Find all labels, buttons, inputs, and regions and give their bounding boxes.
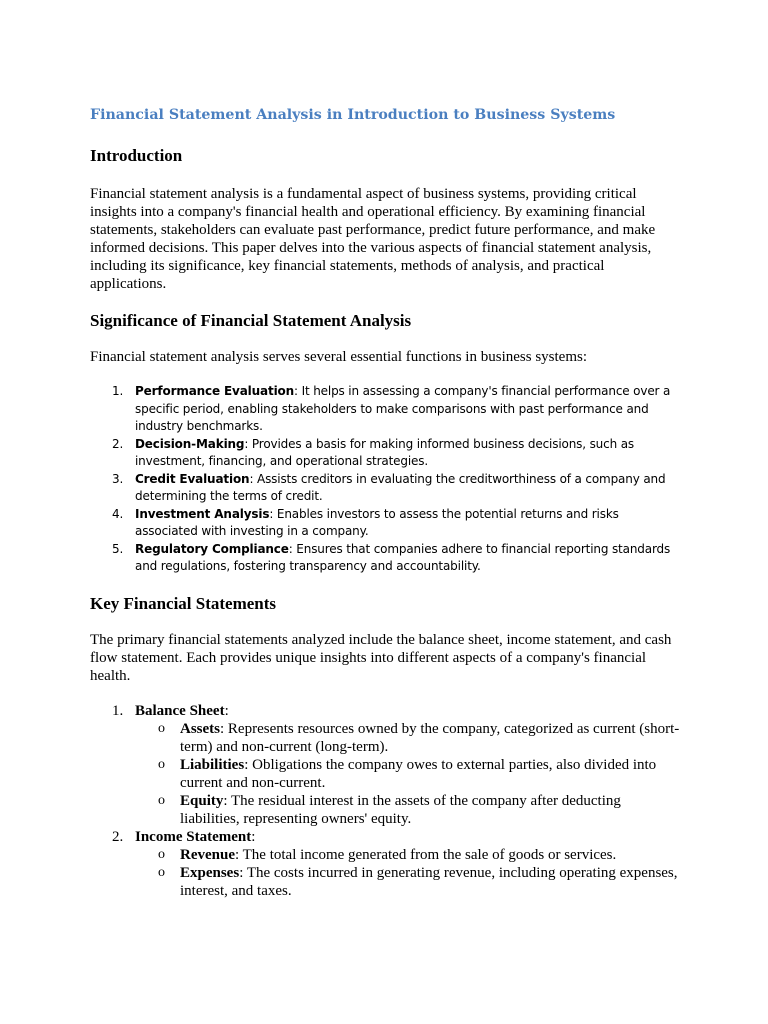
balance-sheet-sublist <box>135 720 682 828</box>
list-number: 3. <box>112 471 124 486</box>
sublist-text: : The residual interest in the assets of the company after deducting liabilities, representing owners' equity. <box>180 792 621 827</box>
list-term: Income Statement <box>135 828 252 845</box>
bullet-icon: o <box>158 756 165 772</box>
bullet-icon: o <box>158 720 165 736</box>
introduction-heading: Introduction <box>90 146 183 165</box>
list-term: Regulatory Compliance <box>135 541 289 556</box>
list-term: Credit Evaluation <box>135 471 250 486</box>
list-text: : Ensures that companies adhere to financial reporting standards and regulations, fostering transparency and accountability. <box>135 541 671 573</box>
bullet-icon: o <box>158 792 165 808</box>
list-text: : Provides a basis for making informed business decisions, such as investment, financing, and operational strategies. <box>135 436 635 468</box>
list-item <box>90 506 682 541</box>
significance-heading: Significance of Financial Statement Analysis <box>90 311 412 330</box>
list-term: Decision-Making <box>135 436 245 451</box>
sublist-term: Revenue <box>180 846 235 863</box>
list-number: 1. <box>112 702 124 719</box>
sublist-term: Equity <box>180 792 224 809</box>
list-item-balance-sheet <box>90 702 682 828</box>
list-text: : It helps in assessing a company's financial performance over a specific period, enabling stakeholders to make comparisons with past performance and industry benchmarks. <box>135 384 671 433</box>
income-statement-sublist <box>135 846 682 900</box>
list-number: 1. <box>112 384 124 398</box>
list-number: 5. <box>112 541 124 556</box>
list-suffix: : <box>251 828 256 845</box>
key-statements-heading: Key Financial Statements <box>90 593 277 613</box>
sublist-term: Expenses <box>180 864 240 881</box>
list-item <box>90 471 682 506</box>
list-item <box>90 436 682 471</box>
sublist-text: : Represents resources owned by the company, categorized as current (short-term) and non-current (long-term). <box>180 720 680 755</box>
list-text: : Assists creditors in evaluating the creditworthiness of a company and determining the terms of credit. <box>135 471 666 503</box>
list-item-income-statement <box>90 828 682 900</box>
sublist-text: : The costs incurred in generating revenue, including operating expenses, interest, and taxes. <box>180 864 678 899</box>
significance-list <box>90 383 682 576</box>
list-number: 2. <box>112 436 124 451</box>
bullet-icon: o <box>158 846 165 862</box>
significance-paragraph: Financial statement analysis serves several essential functions in business systems: <box>90 349 587 365</box>
sublist-item <box>135 756 682 792</box>
list-item <box>90 541 682 576</box>
document-title: Financial Statement Analysis in Introduction to Business Systems <box>90 107 616 123</box>
document-page <box>90 104 682 900</box>
sublist-item <box>135 864 682 900</box>
sublist-item <box>135 846 682 864</box>
sublist-text: : The total income generated from the sale of goods or services. <box>235 846 617 863</box>
sublist-item <box>135 720 682 756</box>
sublist-text: : Obligations the company owes to external parties, also divided into current and non-current. <box>180 756 657 791</box>
list-term: Investment Analysis <box>135 506 270 521</box>
list-number: 4. <box>112 506 124 521</box>
list-item <box>90 383 682 436</box>
introduction-paragraph: Financial statement analysis is a fundamental aspect of business systems, providing critical insights into a company's financial health and operational efficiency. By examining financial statements, stakeholders can evaluate past performance, predict future performance, and make informed decisions. This paper delves into the various aspects of financial statement analysis, including its significance, key financial statements, methods of analysis, and practical applications. <box>90 186 656 292</box>
list-suffix: : <box>224 702 229 719</box>
list-term: Balance Sheet <box>135 702 225 719</box>
list-number: 2. <box>112 828 124 845</box>
sublist-term: Liabilities <box>180 756 245 773</box>
bullet-icon: o <box>158 864 165 880</box>
key-statements-paragraph: The primary financial statements analyzed include the balance sheet, income statement, and cash flow statement. Each provides unique insights into different aspects of a company's financial health. <box>90 631 672 684</box>
list-text: : Enables investors to assess the potential returns and risks associated with investing in a company. <box>135 506 619 538</box>
sublist-item <box>135 792 682 828</box>
sublist-term: Assets <box>180 720 220 737</box>
list-term: Performance Evaluation <box>135 384 295 398</box>
key-statements-list <box>90 702 682 900</box>
